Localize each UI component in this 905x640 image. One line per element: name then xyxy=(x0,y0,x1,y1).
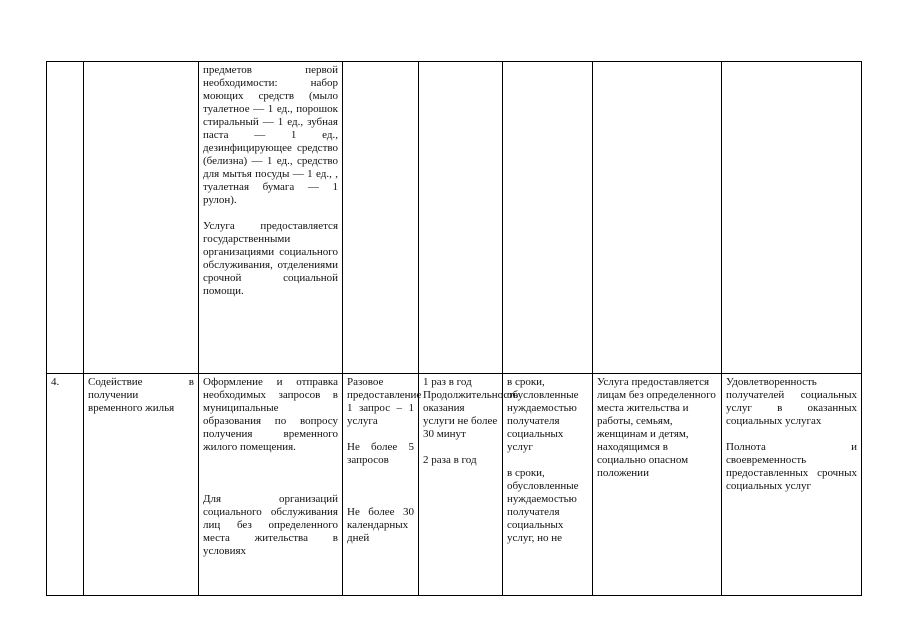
cell-conditions xyxy=(593,62,722,374)
row-number: 4. xyxy=(51,376,60,388)
cell-service-content xyxy=(199,62,343,374)
cell-number xyxy=(47,62,84,374)
cell-conditions xyxy=(593,374,722,596)
cell-service-content xyxy=(199,374,343,596)
conditions-text: Услуга предоставляется лицам без определенного места жительства и работы, семьям, женщинам и детям, находящимся в социально опасном положении xyxy=(597,376,716,479)
service-provider-text: Услуга предоставляется государственными организациями социального обслуживания, отделениями срочной социальной помощи. xyxy=(203,220,338,297)
service-content-1: Оформление и отправка необходимых запросов в муниципальные образования по вопросу получения временного жилого помещения. xyxy=(203,376,338,453)
volume-1: Разовое предоставление 1 запрос – 1 услуга xyxy=(347,376,422,427)
cell-quality xyxy=(722,374,862,596)
quality-1: Удовлетворенность получателей социальных услуг в оказанных социальных услугах xyxy=(726,376,857,427)
cell-service-name xyxy=(84,374,199,596)
quality-2: Полнота и своевременность предоставленных срочных социальных услуг xyxy=(726,441,857,492)
cell-service-name xyxy=(84,62,199,374)
cell-frequency xyxy=(419,374,519,596)
cell-frequency xyxy=(419,62,503,374)
service-name: Содействие в получении временного жилья xyxy=(88,376,194,414)
table-row-4 xyxy=(47,374,862,596)
frequency-2: 2 раза в год xyxy=(423,454,477,466)
volume-2: Не более 5 запросов xyxy=(347,441,414,466)
cell-quality xyxy=(722,62,862,374)
table-row-continued xyxy=(47,62,862,374)
volume-3: Не более 30 календарных дней xyxy=(347,506,414,544)
services-table xyxy=(46,61,862,596)
terms-2: в сроки, обусловленные нуждаемостью получателя социальных услуг, но не xyxy=(507,467,579,544)
cell-terms xyxy=(503,62,593,374)
service-content-2: Для организаций социального обслуживания лиц без определенного места жительства в условиях xyxy=(203,493,338,557)
service-items-text: предметов первой необходимости: набор моющих средств (мыло туалетное — 1 ед., порошок стиральный — 1 ед., зубная паста — 1 ед., дезинфицирующее средство (белизна) — 1 ед., средство для мытья посуды — 1 ед., , туалетная бумага — 1 рулон). xyxy=(203,64,338,206)
cell-volume xyxy=(343,374,422,596)
terms-1: в сроки, обусловленные нуждаемостью получателя социальных услуг xyxy=(507,376,579,453)
frequency-1: 1 раз в год Продолжительность оказания услуги не более 30 минут xyxy=(423,376,519,440)
cell-volume xyxy=(343,62,419,374)
cell-number xyxy=(47,374,84,596)
cell-terms xyxy=(503,374,593,596)
